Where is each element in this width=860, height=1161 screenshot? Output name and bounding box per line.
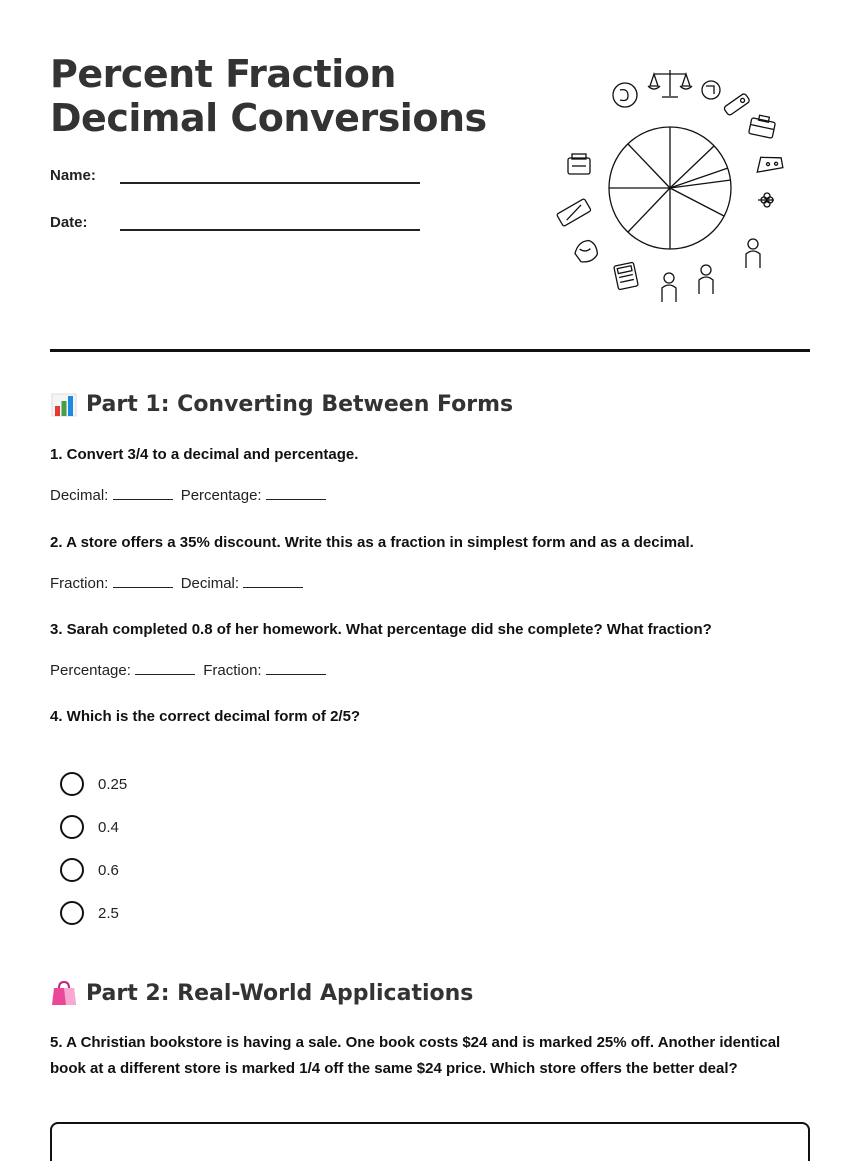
person-icon: [699, 265, 713, 294]
hand-icon: [572, 238, 600, 265]
percentage-blank[interactable]: [135, 663, 195, 675]
tag-icon: [723, 93, 750, 116]
decimal-blank[interactable]: [113, 488, 173, 500]
option-label: 0.25: [98, 775, 128, 793]
radio-button[interactable]: [60, 858, 84, 882]
option-label: 2.5: [98, 904, 119, 922]
page-title-line1: Percent Fraction: [50, 52, 396, 96]
option-label: 0.6: [98, 861, 119, 879]
question-4: 4. Which is the correct decimal form of 2/5?: [50, 708, 361, 725]
name-field[interactable]: [120, 166, 420, 184]
part1-heading: [50, 390, 513, 418]
name-label: Name:: [50, 167, 96, 184]
option-2[interactable]: [60, 815, 119, 839]
header-divider: [50, 349, 810, 352]
question-3-answer-line: [50, 662, 330, 679]
option-4[interactable]: [60, 901, 119, 925]
radio-button[interactable]: [60, 901, 84, 925]
option-label: 0.4: [98, 818, 119, 836]
question-1: 1. Convert 3/4 to a decimal and percentage.: [50, 446, 359, 463]
pie-chart-icon: [609, 127, 731, 249]
radio-button[interactable]: [60, 815, 84, 839]
bar-chart-icon: [50, 390, 78, 418]
pie-chart-illustration: [548, 58, 798, 308]
shopping-bag-icon: [50, 979, 78, 1007]
fraction-blank[interactable]: [113, 576, 173, 588]
name-field-row: [50, 166, 420, 184]
person-icon: [662, 273, 676, 302]
percentage-label: Percentage:: [50, 662, 131, 679]
question-1-answer-line: [50, 487, 330, 504]
ruler-icon: [557, 198, 592, 226]
cheese-icon: [755, 154, 783, 172]
fraction-label: Fraction:: [50, 575, 109, 592]
calculator-icon: [614, 262, 639, 290]
date-field[interactable]: [120, 213, 420, 231]
briefcase-icon: [749, 114, 777, 139]
question-2-answer-line: [50, 575, 307, 592]
date-field-row: [50, 213, 420, 231]
decimal-blank[interactable]: [243, 576, 303, 588]
scale-icon: [648, 70, 692, 97]
percentage-blank[interactable]: [266, 488, 326, 500]
part2-heading-text: Part 2: Real-World Applications: [86, 980, 474, 1006]
radio-button[interactable]: [60, 772, 84, 796]
fraction-blank[interactable]: [266, 663, 326, 675]
option-3[interactable]: [60, 858, 119, 882]
part1-heading-text: Part 1: Converting Between Forms: [86, 391, 514, 417]
fraction-label: Fraction:: [203, 662, 262, 679]
date-label: Date:: [50, 214, 88, 231]
part2-heading: [50, 979, 473, 1007]
person-icon: [746, 239, 760, 268]
flower-icon: [758, 193, 774, 207]
decimal-label: Decimal:: [50, 487, 109, 504]
decimal-label: Decimal:: [180, 575, 240, 592]
page-title-line2: Decimal Conversions: [50, 96, 487, 140]
page-title: [50, 52, 510, 140]
answer-box[interactable]: [50, 1122, 810, 1161]
coin-icon: [613, 83, 637, 107]
register-icon: [568, 154, 590, 174]
percentage-label: Percentage:: [180, 487, 262, 504]
question-2: 2. A store offers a 35% discount. Write this as a fraction in simplest form and as a decimal.: [50, 534, 694, 551]
badge-icon: [702, 81, 720, 99]
option-1[interactable]: [60, 772, 127, 796]
question-3: 3. Sarah completed 0.8 of her homework. What percentage did she complete? What fraction?: [50, 621, 712, 638]
question-5: 5. A Christian bookstore is having a sale. One book costs $24 and is marked 25% off. Another identical book at a different store is marked 1/4 off the same $24 price. Which store offers the better deal?: [50, 1034, 781, 1077]
